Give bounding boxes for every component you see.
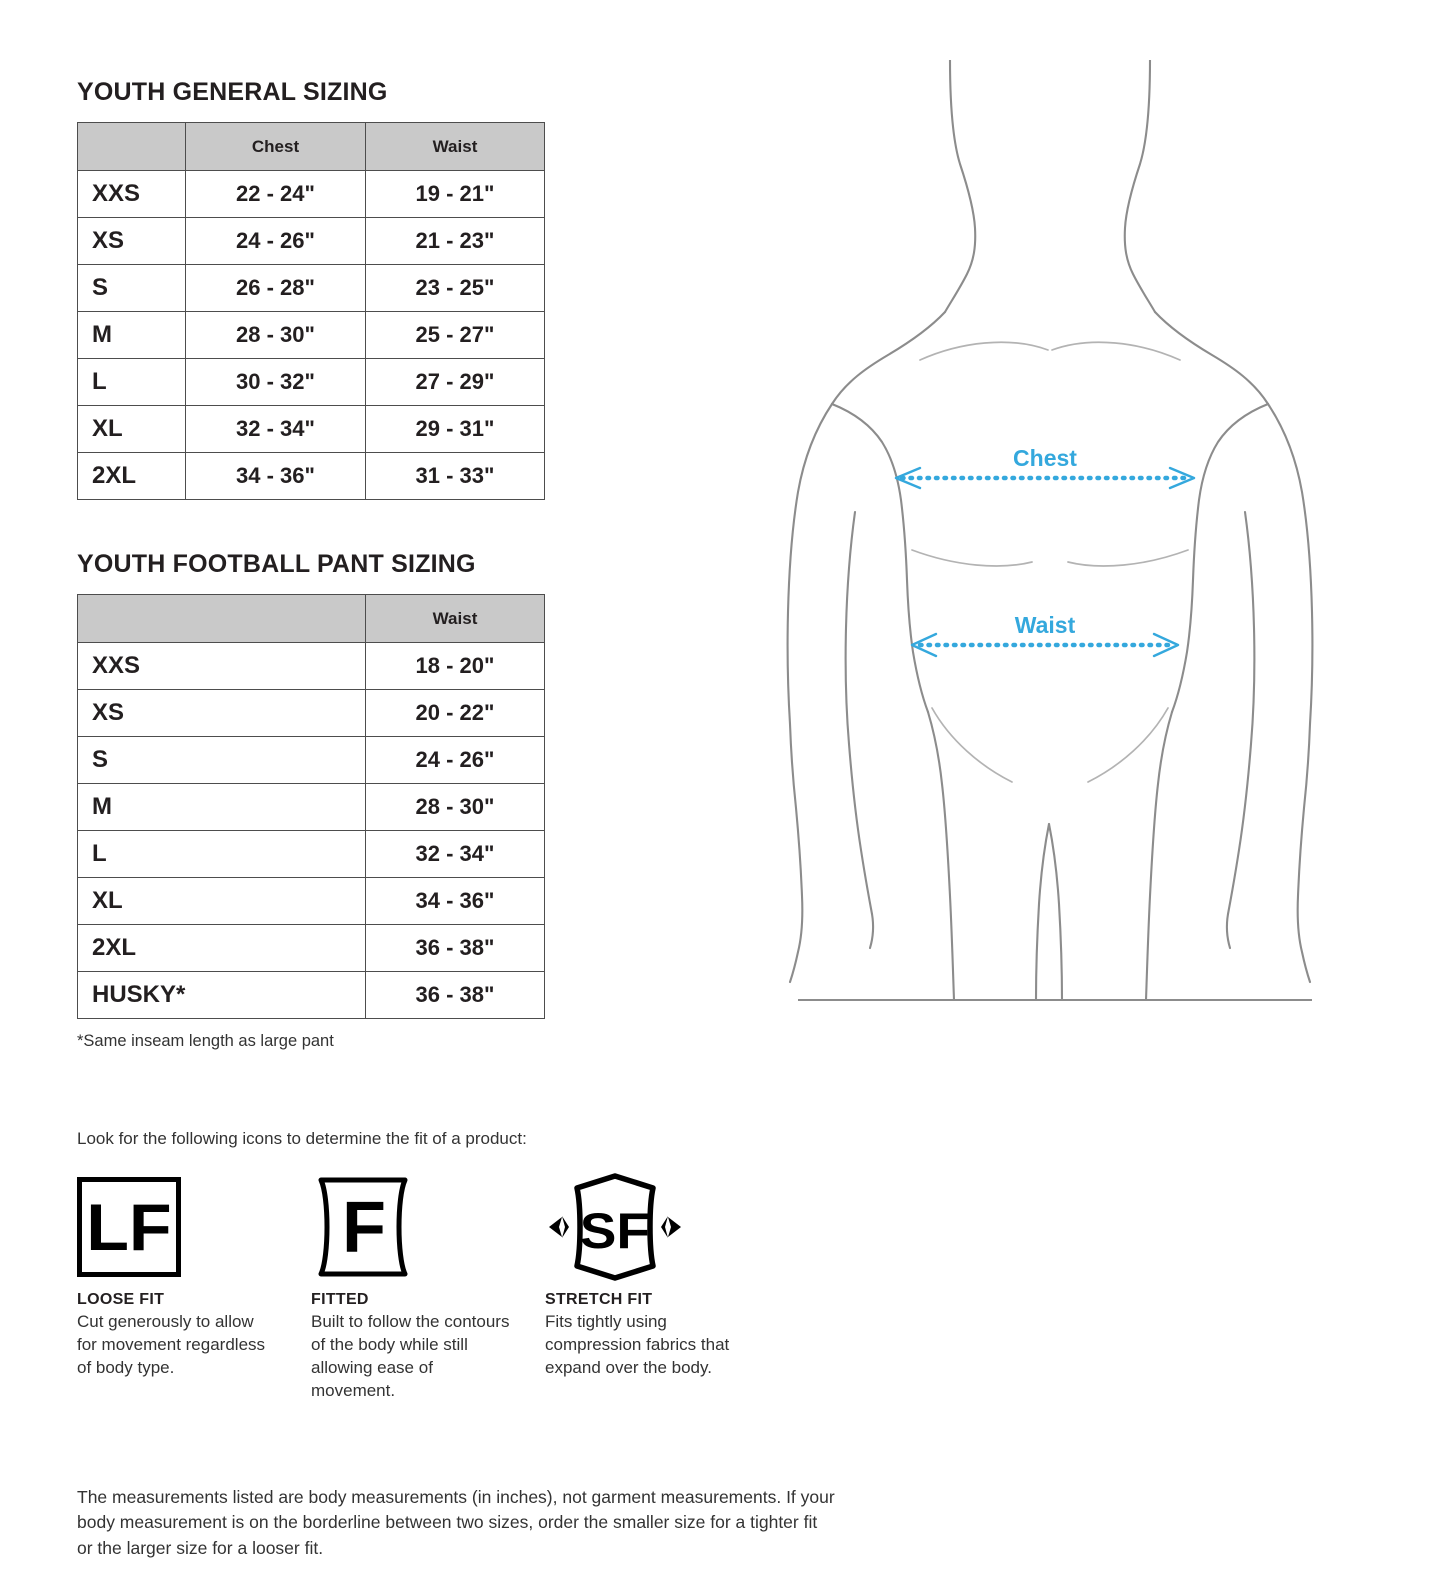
fit-item-description: Cut generously to allow for movement regardless of body type. [77,1312,266,1377]
fit-item-loose [77,1177,311,1403]
chest-cell: 30 - 32" [186,359,366,406]
size-cell: 2XL [78,453,186,500]
pant-sizing-title: YOUTH FOOTBALL PANT SIZING [77,550,476,578]
table-row [78,831,545,878]
size-cell: XXS [78,171,186,218]
pant-sizing-table [77,594,545,1019]
waist-cell: 28 - 30" [366,784,545,831]
waist-cell: 25 - 27" [366,312,545,359]
loose-fit-icon-wrap [77,1177,311,1277]
column-header-waist: Waist [366,595,545,643]
table-row [78,265,545,312]
chest-cell: 22 - 24" [186,171,366,218]
waist-label: Waist [1014,612,1076,638]
general-sizing-title: YOUTH GENERAL SIZING [77,78,388,106]
table-row [78,878,545,925]
chest-arrow-left [896,468,920,488]
waist-cell: 18 - 20" [366,643,545,690]
fit-items-row [77,1177,837,1403]
table-spacer [77,500,837,550]
fit-item-fitted [311,1177,545,1403]
table-row [78,312,545,359]
waist-arrow-left [912,634,936,656]
table-row [78,643,545,690]
table-row [78,972,545,1019]
table-row [78,359,545,406]
size-cell: XS [78,218,186,265]
fitted-icon-wrap [311,1177,545,1277]
body-diagram-svg [760,60,1340,1030]
table-header-row [78,595,545,643]
chest-label: Chest [1013,445,1077,471]
fit-item-description: Built to follow the contours of the body while still allowing ease of movement. [311,1312,510,1400]
waist-cell: 29 - 31" [366,406,545,453]
waist-cell: 19 - 21" [366,171,545,218]
measurements-disclaimer: The measurements listed are body measurements (in inches), not garment measurements. If your body measurement is on the borderline between two sizes, order the smaller size for a tighter fit or the larger size for a looser fit. [77,1486,835,1558]
size-cell: XS [78,690,366,737]
size-cell: L [78,359,186,406]
size-cell: S [78,265,186,312]
table-row [78,925,545,972]
chest-cell: 26 - 28" [186,265,366,312]
waist-measurement [912,612,1178,656]
table-row [78,784,545,831]
size-cell: XXS [78,643,366,690]
pant-table-footnote: *Same inseam length as large pant [77,1032,334,1050]
fit-item-name: FITTED [311,1291,369,1308]
fit-item-stretch [545,1177,779,1403]
fit-item-name: LOOSE FIT [77,1291,165,1308]
size-cell: 2XL [78,925,366,972]
waist-cell: 32 - 34" [366,831,545,878]
waist-cell: 31 - 33" [366,453,545,500]
table-row [78,453,545,500]
chest-cell: 24 - 26" [186,218,366,265]
table-header-row [78,123,545,171]
waist-cell: 20 - 22" [366,690,545,737]
stretch-fit-icon-wrap [545,1177,779,1277]
svg-text:SF: SF [579,1203,650,1260]
fitted-icon [311,1177,415,1277]
body-figure [760,60,1340,1030]
stretch-fit-icon [545,1172,685,1282]
waist-cell: 23 - 25" [366,265,545,312]
waist-cell: 36 - 38" [366,972,545,1019]
general-sizing-table [77,122,545,500]
size-cell: S [78,737,366,784]
column-header-waist: Waist [366,123,545,171]
left-column [77,78,837,1561]
table-row [78,690,545,737]
waist-cell: 21 - 23" [366,218,545,265]
waist-cell: 27 - 29" [366,359,545,406]
svg-text:LF: LF [86,1190,172,1265]
column-header-size [78,123,186,171]
size-cell: L [78,831,366,878]
table-row [78,171,545,218]
chest-cell: 34 - 36" [186,453,366,500]
body-outline [788,60,1313,1000]
table-row [78,218,545,265]
loose-fit-icon [77,1177,181,1277]
waist-cell: 24 - 26" [366,737,545,784]
fit-item-name: STRETCH FIT [545,1291,653,1308]
size-cell: XL [78,406,186,453]
waist-cell: 36 - 38" [366,925,545,972]
column-header-chest: Chest [186,123,366,171]
size-cell: M [78,312,186,359]
column-header-size [78,595,366,643]
waist-cell: 34 - 36" [366,878,545,925]
size-cell: HUSKY* [78,972,366,1019]
chest-measurement [896,445,1194,488]
chest-cell: 28 - 30" [186,312,366,359]
svg-text:F: F [342,1188,386,1268]
size-cell: XL [78,878,366,925]
fit-item-description: Fits tightly using compression fabrics that expand over the body. [545,1312,730,1377]
size-cell: M [78,784,366,831]
chest-cell: 32 - 34" [186,406,366,453]
table-row [78,406,545,453]
table-row [78,737,545,784]
fit-section-intro: Look for the following icons to determine the fit of a product: [77,1129,527,1148]
